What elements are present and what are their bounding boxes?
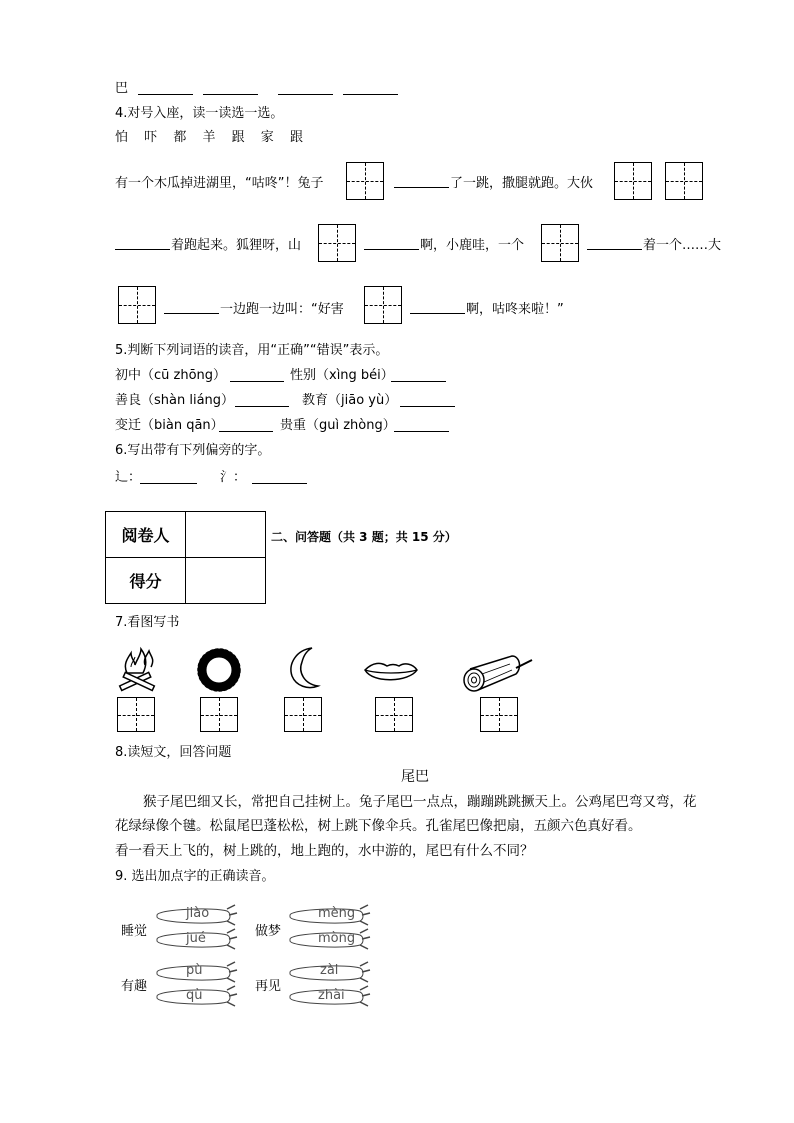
answer-blank[interactable] xyxy=(164,313,219,314)
option-char: 家 xyxy=(260,130,274,145)
tian-grid-box[interactable] xyxy=(118,286,156,324)
q5-item: 初中（cū zhōng） xyxy=(115,368,227,383)
option-char: 都 xyxy=(173,130,187,145)
score-table xyxy=(105,511,266,604)
q5-item: 变迁（biàn qān） xyxy=(115,418,224,433)
answer-blank[interactable] xyxy=(138,94,193,95)
q4-line1-a: 有一个木瓜掉进湖里，“咕咚”！兔子 xyxy=(115,176,324,191)
passage-line: 猴子尾巴细又长，常把自己挂树上。兔子尾巴一点点，蹦蹦跳跳撅天上。公鸡尾巴弯又弯，花 xyxy=(143,794,697,810)
word: 睡觉 xyxy=(121,924,148,939)
q4-line3-a: 一边跑一边叫：“好害 xyxy=(220,302,344,317)
radical-label: 辶： xyxy=(115,470,142,485)
reviewer-label: 阅卷人 xyxy=(106,512,186,558)
q5-item: 贵重（guì zhòng） xyxy=(280,418,396,433)
q9-title: 9. 选出加点字的正确读音。 xyxy=(115,869,275,884)
answer-blank[interactable] xyxy=(587,249,642,250)
q5-item: 性别（xìng béi） xyxy=(290,368,394,383)
passage-question: 看一看天上飞的，树上跳的，地上跑的，水中游的，尾巴有什么不同？ xyxy=(115,843,534,859)
tian-grid-box[interactable] xyxy=(117,697,155,732)
section-title: 二、问答题（共 3 题；共 15 分） xyxy=(271,530,457,544)
q4-line2-b: 啊，小鹿哇，一个 xyxy=(420,238,525,253)
tian-grid-box[interactable] xyxy=(375,697,413,732)
tian-grid-box[interactable] xyxy=(364,286,402,324)
tian-grid-box[interactable] xyxy=(541,224,579,262)
tian-grid-box[interactable] xyxy=(318,224,356,262)
answer-blank[interactable] xyxy=(364,249,419,250)
answer-blank[interactable] xyxy=(203,94,258,95)
option-char: 跟 xyxy=(289,130,303,145)
answer-blank[interactable] xyxy=(235,406,289,407)
pinyin-option[interactable]: jiào xyxy=(186,906,210,921)
tian-grid-box[interactable] xyxy=(665,162,703,200)
answer-blank[interactable] xyxy=(400,406,455,407)
score-label: 得分 xyxy=(106,558,186,604)
pinyin-option[interactable]: zhài xyxy=(318,988,345,1003)
q4-line2-c: 着一个……大 xyxy=(643,238,722,253)
q7-title: 7.看图写书 xyxy=(115,615,180,630)
score-cell[interactable] xyxy=(186,558,266,604)
option-char: 吓 xyxy=(144,130,158,145)
q4-options xyxy=(115,131,303,144)
tian-grid-box[interactable] xyxy=(480,697,518,732)
q4-line1-b: 了一跳，撒腿就跑。大伙 xyxy=(450,176,594,191)
fire-icon xyxy=(113,641,161,693)
q5-item: 善良（shàn liáng） xyxy=(115,393,235,408)
answer-blank[interactable] xyxy=(278,94,333,95)
passage-title: 尾巴 xyxy=(401,769,429,785)
answer-blank[interactable] xyxy=(140,483,197,484)
answer-blank[interactable] xyxy=(230,381,284,382)
passage-line: 花绿绿像个毽。松鼠尾巴蓬松松，树上跳下像伞兵。孔雀尾巴像把扇，五颜六色真好看。 xyxy=(115,818,642,834)
pinyin-option[interactable]: mèng xyxy=(318,906,356,921)
reviewer-cell[interactable] xyxy=(186,512,266,558)
tian-grid-box[interactable] xyxy=(614,162,652,200)
answer-blank[interactable] xyxy=(252,483,307,484)
pinyin-option[interactable]: pù xyxy=(186,963,203,978)
word: 有趣 xyxy=(121,979,148,994)
word: 做梦 xyxy=(255,924,282,939)
q5-title: 5.判断下列词语的读音，用“正确”“错误”表示。 xyxy=(115,343,389,358)
radical-label: 氵： xyxy=(220,470,247,485)
answer-blank[interactable] xyxy=(343,94,398,95)
q6-title: 6.写出带有下列偏旁的字。 xyxy=(115,443,271,458)
answer-blank[interactable] xyxy=(394,431,449,432)
answer-blank[interactable] xyxy=(219,431,273,432)
mouth-icon xyxy=(363,658,419,690)
answer-blank[interactable] xyxy=(394,187,449,188)
moon-icon xyxy=(282,644,324,692)
word: 再见 xyxy=(255,979,282,994)
wood-icon xyxy=(460,648,536,694)
q4-title: 4.对号入座，读一读选一选。 xyxy=(115,106,284,121)
option-char: 跟 xyxy=(231,130,245,145)
q8-title: 8.读短文，回答问题 xyxy=(115,745,232,760)
option-char: 羊 xyxy=(202,130,216,145)
top-line-char: 巴 xyxy=(115,81,129,96)
answer-blank[interactable] xyxy=(391,381,446,382)
pinyin-option[interactable]: qù xyxy=(186,988,203,1003)
q4-line2-a: 着跑起来。狐狸呀，山 xyxy=(171,238,302,253)
ring-icon xyxy=(195,646,243,694)
pinyin-option[interactable]: zài xyxy=(320,963,339,978)
q4-line3-b: 啊，咕咚来啦！” xyxy=(466,302,564,317)
tian-grid-box[interactable] xyxy=(346,162,384,200)
pinyin-option[interactable]: jué xyxy=(186,931,206,946)
answer-blank[interactable] xyxy=(410,313,465,314)
tian-grid-box[interactable] xyxy=(200,697,238,732)
tian-grid-box[interactable] xyxy=(284,697,322,732)
answer-blank[interactable] xyxy=(115,249,170,250)
option-char: 怕 xyxy=(115,130,129,145)
q5-item: 教育（jiāo yù） xyxy=(302,393,398,408)
pinyin-option[interactable]: mòng xyxy=(318,931,356,946)
